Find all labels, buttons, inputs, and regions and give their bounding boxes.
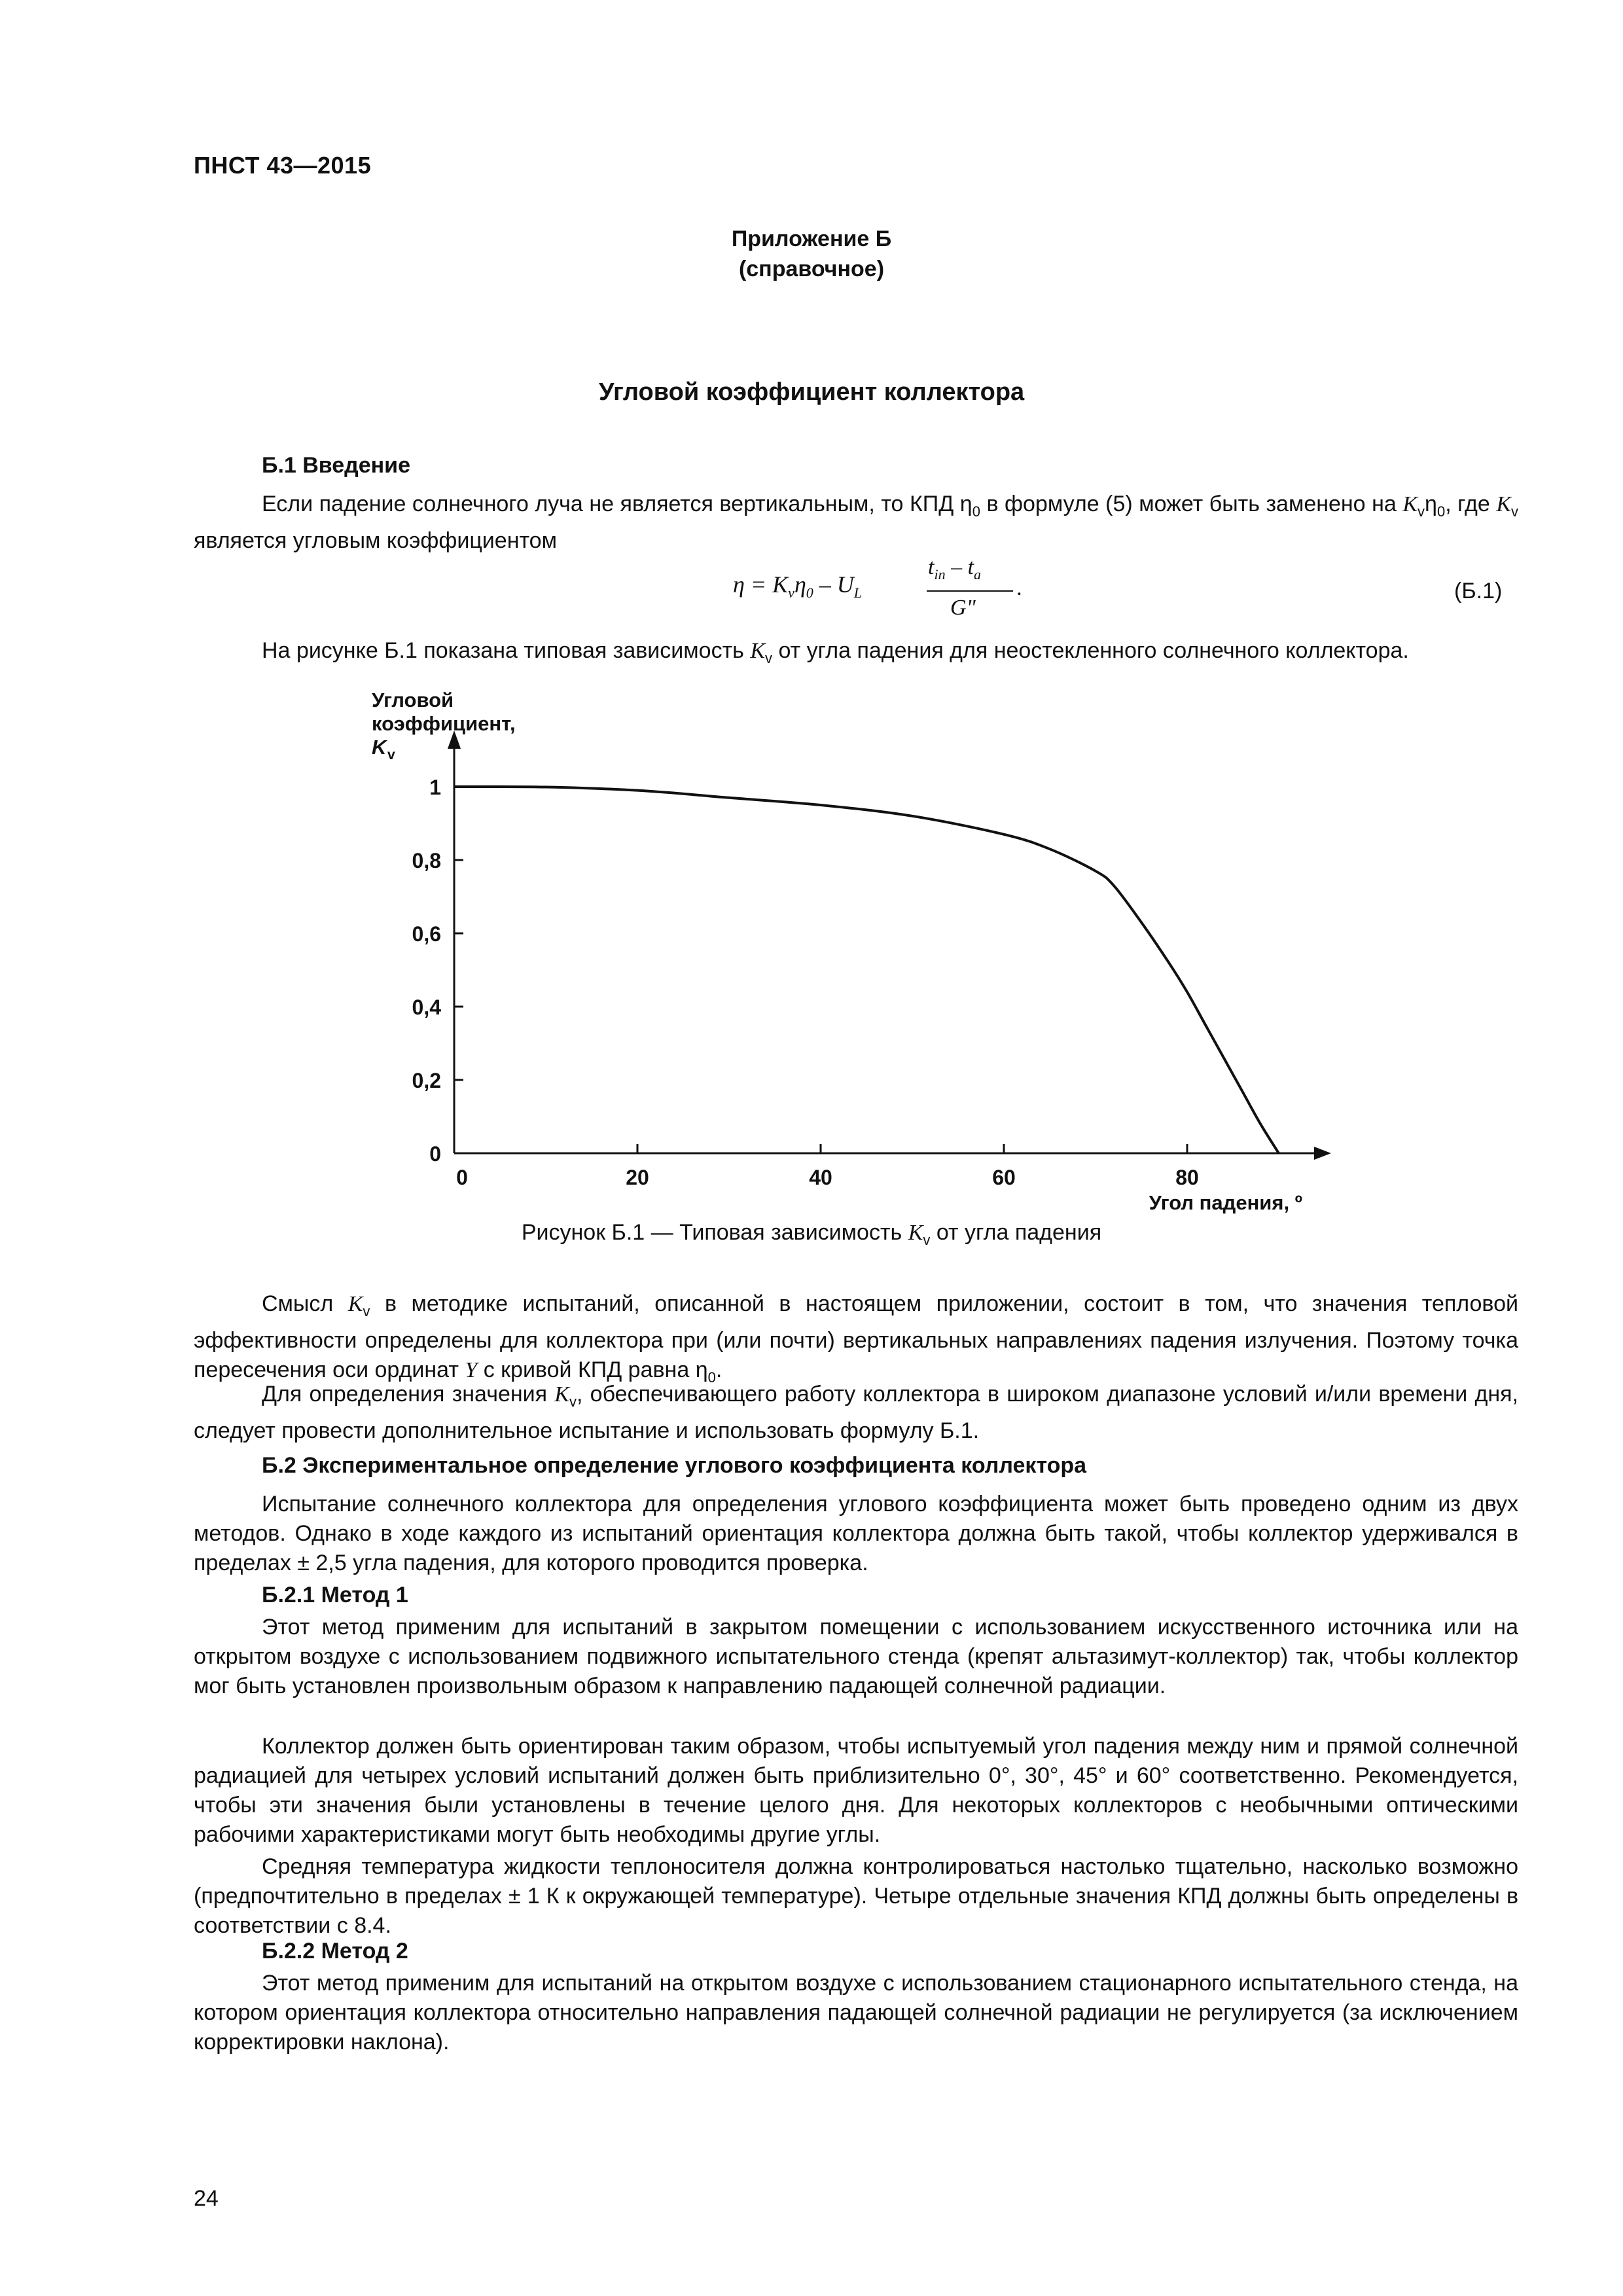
y-tick-label: 0,6 [412,922,441,946]
document-id: ПНСТ 43—2015 [194,152,372,179]
y-axis-label-subscript: v [387,747,395,762]
y-tick-label: 0,8 [412,849,441,872]
x-tick-label: 80 [1175,1166,1199,1189]
y-axis-label-line1: Угловой [372,689,454,711]
b2-paragraph-1: Испытание солнечного коллектора для определения углового коэффициента может быть проведено одним из двух методов. Однако в ходе каждого из испытаний ориентация коллектора должна быть такой, чтобы коллектор удерживался в пределах ± 2,5 угла падения, для которого проводится проверка. [194,1492,1518,1575]
x-axis-arrow [1314,1147,1331,1160]
b21-paragraph-3: Средняя температура жидкости теплоносителя должна контролироваться настолько тщательно, насколько возможно (предпочтительно в пределах ± 1 К к окружающей температуре). Четыре отдельные значения КПД должны быть определены в соответствии с 8.4. [194,1854,1518,1938]
section-title: Угловой коэффициент коллектора [598,378,1025,406]
y-axis-label-symbol: K [372,736,387,759]
y-tick-label: 1 [429,776,441,799]
x-tick-label: 40 [809,1166,832,1189]
b22-paragraph-1: Этот метод применим для испытаний на открытом воздухе с использованием стационарного испытательного стенда, на котором ориентация коллектора относительно направления падающей солнечной радиации не регулируется (за исключением корректировки наклона). [194,1971,1518,2054]
y-tick-label: 0,4 [412,996,441,1019]
formula-number: (Б.1) [1454,579,1503,603]
figure-caption: Рисунок Б.1 — Типовая зависимость $K_v$ от угла падения [521,1220,1102,1248]
b21-paragraph-2: Коллектор должен быть ориентирован таким образом, чтобы испытуемый угол падения между ним и прямой солнечной радиацией для четырех условий испытаний должен быть приблизительно 0°, 30°, 45° и 60° соответственно. Рекомендуется, чтобы эти значения были установлены в течение целого дня. Для некоторых коллекторов с необычными оптическими рабочими характеристиками могут быть необходимы другие углы. [194,1734,1518,1847]
formula-dot: . [1017,576,1023,600]
x-tick-label: 20 [626,1166,649,1189]
page-number: 24 [194,2186,219,2211]
y-tick-label: 0,2 [412,1069,441,1092]
y-tick-label: 0 [429,1142,441,1166]
formula-denominator: G" [950,596,976,620]
formula-numerator: $t_{in} - t_a$ [928,555,982,583]
b21-heading: Б.2.1 Метод 1 [262,1583,408,1607]
y-axis-label-line2: коэффициент, [372,712,516,735]
paragraph-determine: Для определения значения $K_v$, обеспечивающего работу коллектора в широком диапазоне условий и/или времени дня, следует провести дополнительное испытание и использовать формулу Б.1. [194,1382,1519,1443]
b1-paragraph-2: На рисунке Б.1 показана типовая зависимость $K_v$ от угла падения для неостекленного солнечного коллектора. [262,638,1409,666]
b1-paragraph-1: Если падение солнечного луча не является вертикальным, то КПД $\eta_0$ в формуле (5) может быть заменено на $K_v\eta_0$, где $K_v$ является угловым коэффициентом [194,492,1518,553]
paragraph-meaning: Смысл $K_v$ в методике испытаний, описанной в настоящем приложении, состоит в том, что значения тепловой эффективности определены для коллектора при (или почти) вертикальных направлениях падения излучения. Поэтому точка пересечения оси ординат Y с кривой КПД равна $\eta_0$. [194,1291,1518,1386]
series-line-0 [454,787,1279,1153]
x-axis-label: Угол падения, º [1149,1191,1302,1214]
x-tick-label: 60 [992,1166,1016,1189]
b1-heading: Б.1 Введение [262,453,410,478]
x-tick-label: 0 [456,1166,468,1189]
appendix-subtitle: (справочное) [738,257,885,281]
b22-heading: Б.2.2 Метод 2 [262,1939,408,1964]
appendix-title: Приложение Б [731,226,892,251]
b2-heading: Б.2 Экспериментальное определение углового коэффициента коллектора [262,1453,1087,1478]
formula-b1: $\eta = K_v\eta_0 - U_L$ [733,571,863,601]
b21-paragraph-1: Этот метод применим для испытаний в закрытом помещении с использованием искусственного источника или на открытом воздухе с использованием подвижного испытательного стенда (крепят альтазимут-коллектор) так, чтобы коллектор мог быть установлен произвольным образом к направлению падающей солнечной радиации. [194,1615,1518,1698]
